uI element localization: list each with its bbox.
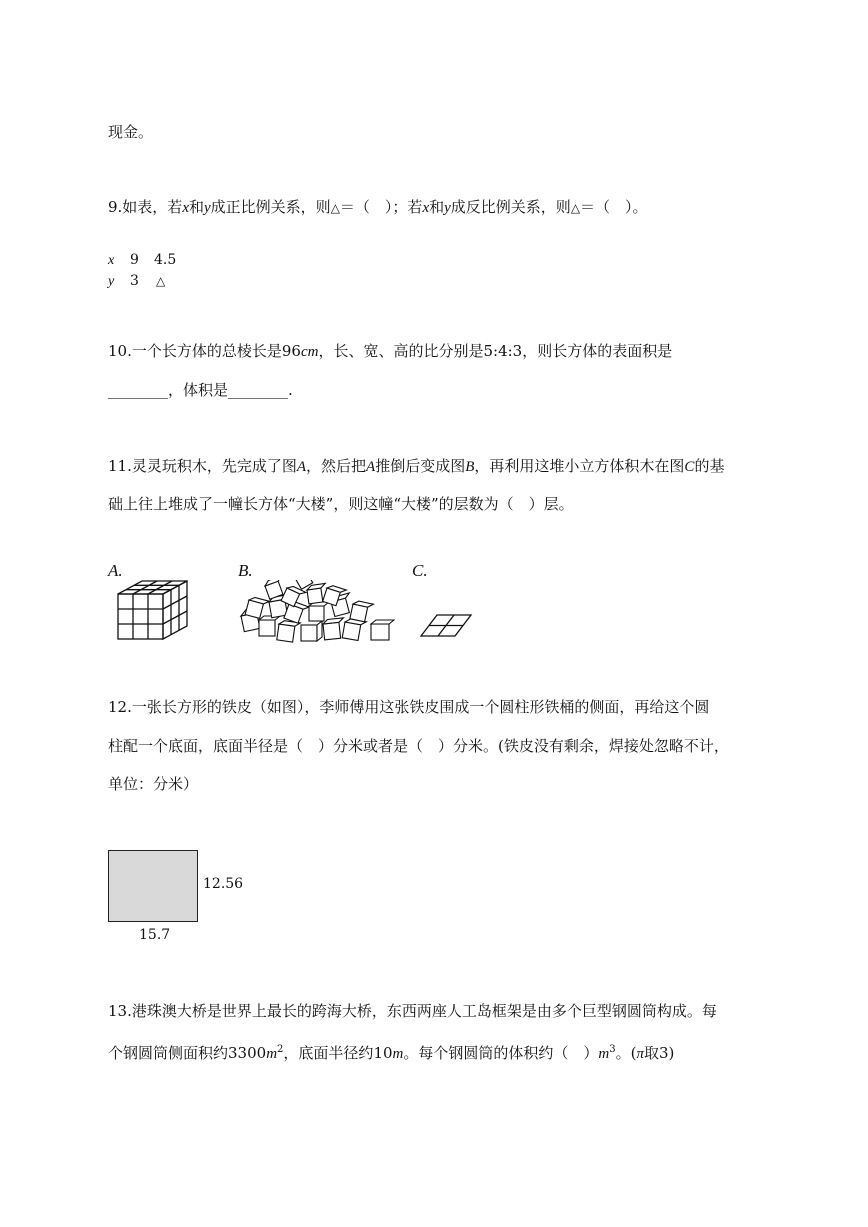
previous-answer-tail: 现金。 xyxy=(108,123,154,141)
table-row: x 9 4.5 xyxy=(108,252,177,268)
figure-a-label: A. xyxy=(108,561,123,580)
question-9-text: 9.如表，若x和y成正比例关系，则△＝（ ）；若x和y成反比例关系，则△＝（ ）。 xyxy=(108,198,648,216)
table-row: y 3 △ xyxy=(108,273,166,289)
question-13-line-2: 个钢圆筒侧面积约$3300m^2$，底面半径约10m。每个钢圆筒的体积约（ ）$m^3$。(π取3) xyxy=(108,1044,675,1062)
question-9-table xyxy=(108,250,176,292)
question-11-line-1: 11.灵灵玩积木，先完成了图A，然后把A推倒后变成图B，再利用这堆小立方体积木在图C的基 xyxy=(108,457,725,475)
figure-b-scattered-cubes xyxy=(235,580,395,648)
figure-c-base-grid xyxy=(418,612,474,638)
question-12-line-2: 柱配一个底面，底面半径是（ ）分米或者是（ ）分米。(铁皮没有剩余，焊接处忽略不计， xyxy=(108,737,729,755)
figure-b-label: B. xyxy=(238,561,253,580)
question-10-line-2: ________，体积是________. xyxy=(108,381,293,399)
iron-sheet-rectangle xyxy=(108,850,198,922)
question-12-line-1: 12.一张长方形的铁皮（如图），李师傅用这张铁皮围成一个圆柱形铁桶的侧面，再给这个圆 xyxy=(108,698,710,716)
height-label: 12.56 xyxy=(203,876,244,892)
question-11-line-2: 础上往上堆成了一幢长方体“大楼”，则这幢“大楼”的层数为（ ）层。 xyxy=(108,495,574,513)
question-13-line-1: 13.港珠澳大桥是世界上最长的跨海大桥，东西两座人工岛框架是由多个巨型钢圆筒构成。每 xyxy=(108,1002,717,1020)
figure-a-cube-stack xyxy=(115,578,195,642)
question-10-line-1: 10.一个长方体的总棱长是96cm，长、宽、高的比分别是5:4:3，则长方体的表面积是 xyxy=(108,342,673,360)
width-label: 15.7 xyxy=(139,927,171,943)
figure-c-label: C. xyxy=(412,561,428,580)
question-12-line-3: 单位：分米） xyxy=(108,775,199,793)
